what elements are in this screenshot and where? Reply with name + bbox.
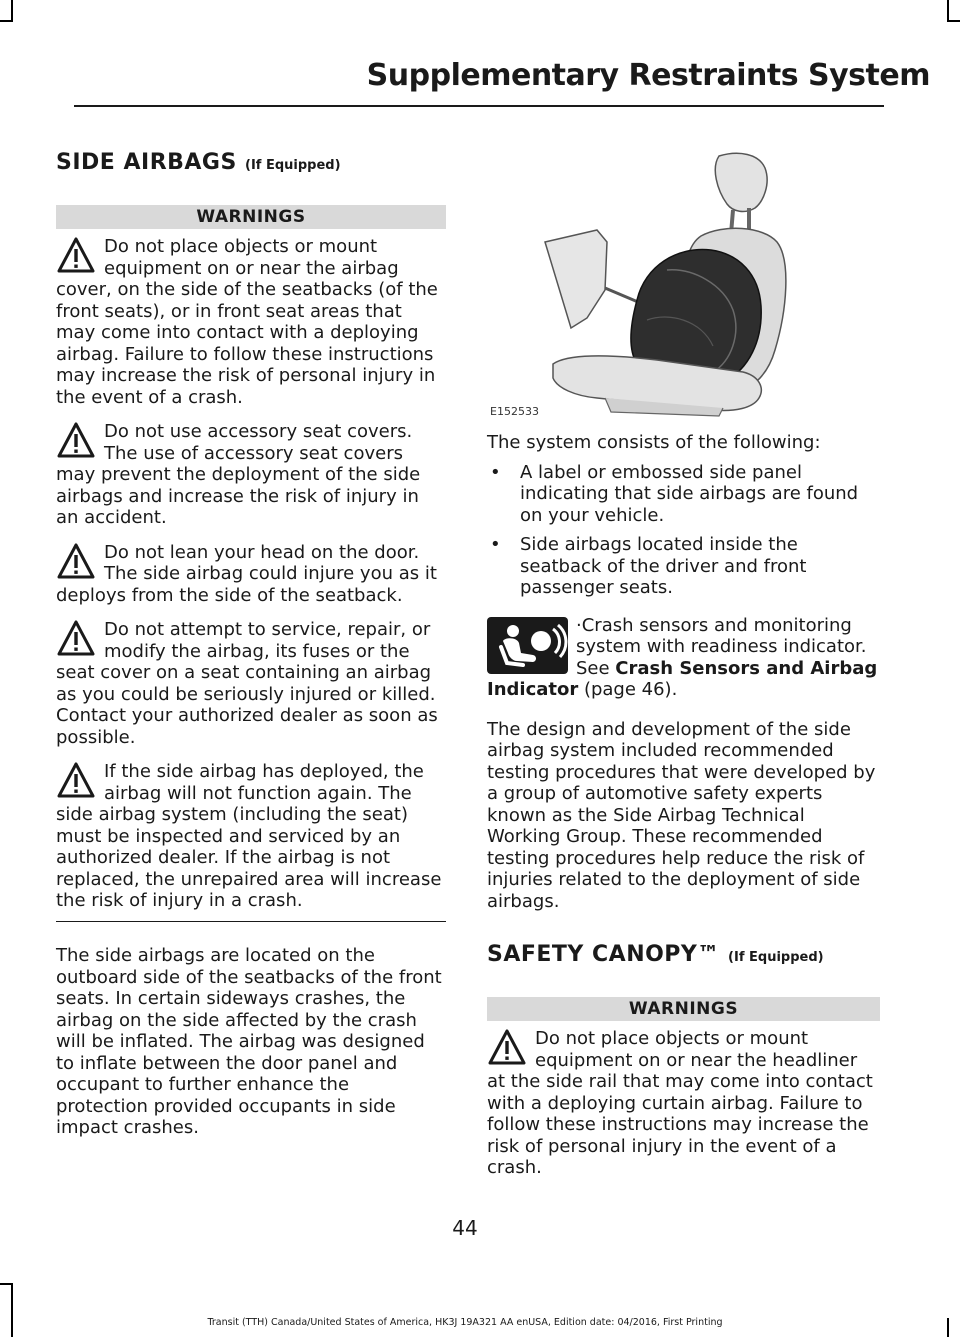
header-rule: [74, 105, 884, 107]
warnings-heading: WARNINGS: [56, 205, 446, 229]
warning-item: [56, 236, 446, 408]
bullet-marker: •: [490, 461, 501, 483]
warning-text: Do not lean your head on the door. The side airbag could injure you as it deploys from the side of the seatback.: [56, 541, 437, 606]
indicator-page-ref: (page 46).: [578, 679, 678, 700]
warning-text: If the side airbag has deployed, the airbag will not function again. The side airbag system (including the seat) must be inspected and serviced by an authorized dealer. If the airbag is not replaced, the unrepaired area will increase the risk of injury in a crash.: [56, 761, 442, 911]
crop-mark: [11, 1283, 13, 1337]
design-paragraph: The design and development of the side airbag system included recommended testing procedures that were developed by a group of automotive safety experts known as the Side Airbag Technical Working Group. These recommended testing procedures help reduce the risk of injuries related to the deployment of side airbags.: [487, 718, 876, 912]
section-title-side-airbags: [56, 150, 446, 175]
warning-item: [56, 542, 446, 607]
section-title-safety-canopy: [487, 942, 880, 967]
left-column: [56, 150, 446, 1139]
side-airbags-paragraph: The side airbags are located on the outboard side of the seatbacks of the front seats. In certain sideways crashes, the airbag on the side affected by the crash will be inflated. The airbag was designed to inflate between the door panel and occupant to further enhance the protection provided occupants in side impact crashes.: [56, 945, 442, 1138]
warning-text: Do not place objects or mount equipment on or near the airbag cover, on the side of the seatbacks (of the front seats), or in front seat areas that may come into contact with a deploying airbag. Failure to follow these instructions may increase the risk of personal injury in the event of a crash.: [56, 236, 438, 408]
crop-mark: [0, 1283, 13, 1285]
page-number: 44: [452, 1216, 478, 1240]
cross-reference-link[interactable]: Crash Sensors and Airbag Indicator: [487, 657, 878, 700]
warning-triangle-icon: [56, 761, 98, 803]
airbag-warning-light-icon: [487, 617, 568, 674]
indicator-text: ·Crash sensors and monitoring system with readiness indicator. See: [576, 614, 867, 679]
page-header-title: Supplementary Restraints System: [366, 58, 930, 93]
warnings-heading: WARNINGS: [487, 997, 880, 1021]
warning-triangle-icon: [56, 421, 98, 463]
bullet-marker: •: [490, 534, 501, 555]
crop-mark: [11, 0, 13, 22]
warning-item: [56, 619, 446, 748]
warning-triangle-icon: [56, 236, 98, 278]
list-item: [487, 462, 880, 527]
warning-item: [56, 421, 446, 529]
warning-text: Do not attempt to service, repair, or modify the airbag, its fuses or the seat cover on a seat containing an airbag as you could be seriously injured or killed. Contact your authorized dealer as soon as possible.: [56, 619, 438, 748]
list-item-text: Side airbags located inside the seatback of the driver and front passenger seats.: [520, 534, 807, 598]
section-title-suffix: (If Equipped): [728, 950, 824, 965]
warning-text: Do not use accessory seat covers. The use of accessory seat covers may prevent the deployment of the side airbags and increase the risk of injury in an accident.: [56, 421, 421, 528]
warning-triangle-icon: [487, 1028, 529, 1070]
airbag-indicator-note: [487, 615, 880, 701]
crop-mark: [0, 20, 13, 22]
list-item-text: A label or embossed side panel indicating that side airbags are found on your vehicle.: [520, 461, 859, 526]
list-item: [487, 534, 880, 599]
side-airbag-seat-illustration: [487, 150, 880, 420]
system-intro: The system consists of the following:: [487, 432, 821, 453]
warning-triangle-icon: [56, 542, 98, 584]
section-title-text: SIDE AIRBAGS: [56, 150, 237, 175]
warning-triangle-icon: [56, 619, 98, 661]
warning-item: [487, 1028, 880, 1179]
warning-text: Do not place objects or mount equipment on or near the headliner at the side rail that may come into contact with a deploying curtain airbag. Failure to follow these instructions may increase the risk of personal injury in the event of a crash.: [487, 1028, 873, 1178]
warning-item: [56, 761, 446, 912]
right-column: [487, 150, 880, 1179]
crop-mark: [947, 0, 949, 22]
section-title-text: SAFETY CANOPY™: [487, 942, 720, 967]
page-footer: Transit (TTH) Canada/United States of America, HK3J 19A321 AA enUSA, Edition date: 04/2016, First Printing: [207, 1317, 723, 1328]
seat-airbag-icon: [487, 150, 880, 420]
crop-mark: [947, 20, 960, 22]
crop-mark: [947, 1318, 949, 1337]
section-title-suffix: (If Equipped): [245, 158, 341, 173]
system-components-list: [487, 462, 880, 599]
figure-code: E152533: [490, 405, 539, 418]
